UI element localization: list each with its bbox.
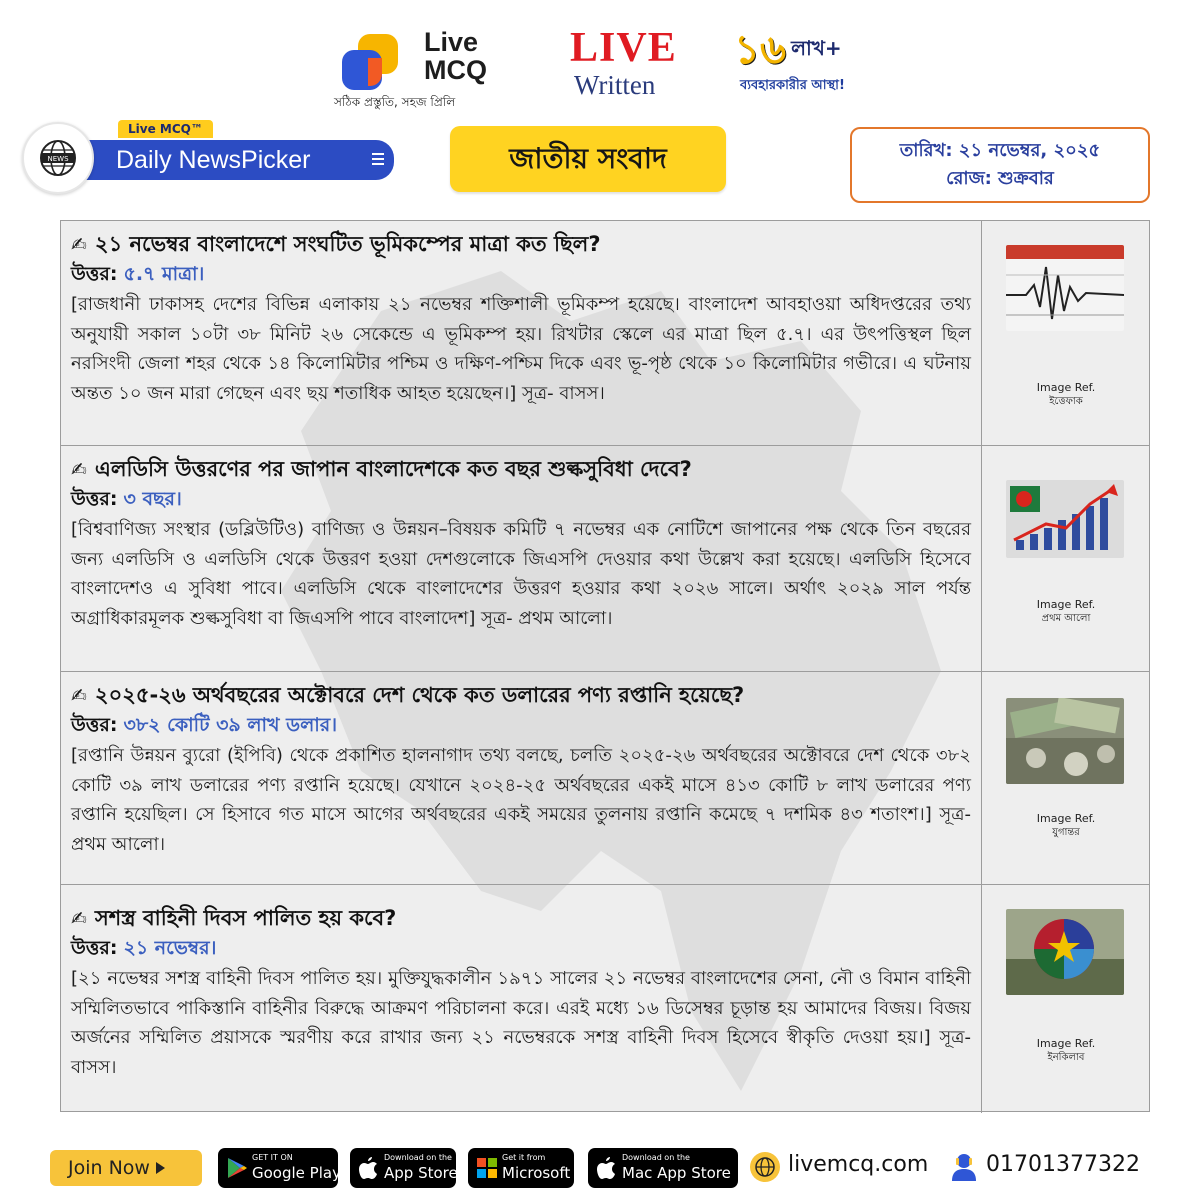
qa-row-2: [61, 446, 1149, 672]
question-3: ✍ ২০২৫-২৬ অর্থবছরের অক্টোবরে দেশ থেকে কত ডলারের পণ্য রপ্তানি হয়েছে?: [71, 683, 745, 707]
description-1: [রাজধানী ঢাকাসহ দেশের বিভিন্ন এলাকায় ২১ নভেম্বর শক্তিশালী ভূমিকম্প হয়েছে। বাংলাদেশ আবহাওয়া অধিদপ্তরের তথ্য অনুযায়ী সকাল ১০টা ৩৮ মিনিট ২৬ সেকেন্ডে এ ভূমিকম্প হয়। রিখটার স্কেলে এর মাত্রা ছিল ৫.৭। এর উৎপত্তিস্থল ছিল নরসিংদী জেলা শহর থেকে ১৪ কিলোমিটার পশ্চিম ও দক্ষিণ-পশ্চিম দিকে এবং ভূ-পৃষ্ঠ থেকে ১০ কিলোমিটার গভীরে। এ ঘটনায় অন্তত ১০ জন মারা গেছেন এবং ছয় শতাধিক আহত হয়েছেন।] সূত্র- বাসস।: [71, 294, 971, 404]
apple-icon: [596, 1156, 618, 1180]
date-line: তারিখ: ২১ নভেম্বর, ২০২৫: [899, 140, 1101, 161]
menu-lines-icon: [372, 153, 384, 168]
answer-4: উত্তর: ২১ নভেম্বর।: [71, 937, 217, 959]
description-2: [বিশ্ববাণিজ্য সংস্থার (ডব্লিউটিও) বাণিজ্য ও উন্নয়ন–বিষয়ক কমিটি ৭ নভেম্বর এক নোটিশে জাপানের পক্ষ থেকে তিন বছরের জন্য এলডিসি ও এলডিসি থেকে উত্তরণ হওয়া দেশগুলোকে জিএসপি দেওয়ার কথা উল্লেখ করা হয়েছে। এলডিসি হিসেবে বাংলাদেশও এ সুবিধা পাবে। এলডিসি থেকে বাংলাদেশের উত্তরণ হওয়ার কথা ২০২৬ সালে। অর্থাৎ ২০২৯ সাল পর্যন্ত অগ্রাধিকারমূলক শুল্কসুবিধা বা জিএসপি পাবে বাংলাদেশ] সূত্র- প্রথম আলো।: [71, 519, 971, 629]
microsoft-store-button[interactable]: Get it from Microsoft: [468, 1148, 574, 1188]
newspicker-tm-label: Live MCQ™: [118, 120, 213, 138]
image-ref-1: Image Ref. ইত্তেফাক: [1036, 381, 1096, 407]
apple-icon: [358, 1156, 380, 1180]
question-4: ✍ সশস্ত্র বাহিনী দিবস পালিত হয় কবে?: [71, 906, 397, 930]
daily-newspicker-badge: [22, 120, 382, 196]
answer-1: উত্তর: ৫.৭ মাত্রা।: [71, 263, 205, 285]
mac-app-store-button[interactable]: Download on the Mac App Store: [588, 1148, 738, 1188]
google-play-button[interactable]: GET IT ON Google Play: [218, 1148, 338, 1188]
description-3: [রপ্তানি উন্নয়ন ব্যুরো (ইপিবি) থেকে প্রকাশিত হালনাগাদ তথ্য বলছে, চলতি ২০২৫-২৬ অর্থবছরের অক্টোবরে দেশ থেকে ৩৮২ কোটি ৩৯ লাখ ডলারের পণ্য রপ্তানি হয়েছে। যেখানে ২০২৪-২৫ অর্থবছরের একই মাসে ৪১৩ কোটি ৮ লাখ ডলারের পণ্য রপ্তানি হয়েছিল। সে হিসাবে গত মাসে আগের অর্থবছরের একই সময়ের তুলনায় রপ্তানি কমেছে ৭ দশমিক ৪৩ শতাংশ।] সূত্র- প্রথম আলো।: [71, 745, 971, 855]
newspicker-title-bar: [82, 140, 394, 180]
livemcq-logo-icon: [338, 32, 412, 94]
image-ref-4: Image Ref. ইনকিলাব: [1036, 1037, 1096, 1063]
microsoft-icon: [476, 1156, 498, 1180]
date-box: [850, 127, 1150, 203]
answer-2: উত্তর: ৩ বছর।: [71, 488, 182, 510]
qa-table: [60, 220, 1150, 1112]
writing-hand-icon: ✍: [71, 234, 87, 256]
globe-icon: [750, 1152, 780, 1182]
image-ref-3: Image Ref. যুগান্তর: [1036, 812, 1096, 838]
live-written-logo: [570, 25, 677, 108]
day-line: রোজ: শুক্রবার: [946, 168, 1054, 189]
description-4: [২১ নভেম্বর সশস্ত্র বাহিনী দিবস পালিত হয়। মুক্তিযুদ্ধকালীন ১৯৭১ সালের ২১ নভেম্বর বাংলাদেশের সেনা, নৌ ও বিমান বাহিনী সম্মিলিতভাবে পাকিস্তানি বাহিনীর বিরুদ্ধে আক্রমণ পরিচালনা করে। এরই মধ্যে ১৬ ডিসেম্বর চূড়ান্ত হয় আমাদের বিজয়। বিজয় অর্জনের সম্মিলিত প্রয়াসকে স্মরণীয় করে রাখার জন্য ২১ নভেম্বরকে সশস্ত্র বাহিনী দিবস হিসেবে স্বীকৃতি দেওয়া হয়।] সূত্র- বাসস।: [71, 968, 971, 1078]
play-arrow-icon: [156, 1162, 165, 1174]
seismograph-image: [1006, 245, 1124, 331]
qa-row-4: [61, 885, 1149, 1113]
question-1: ✍ ২১ নভেম্বর বাংলাদেশে সংঘটিত ভূমিকম্পের মাত্রা কত ছিল?: [71, 232, 601, 256]
livemcq-logo: [332, 24, 512, 114]
newspicker-title: Daily NewsPicker: [116, 146, 311, 174]
users-trust: ব্যবহারকারীর আস্থা!: [740, 78, 845, 93]
users-number: ১৬: [734, 27, 786, 73]
app-store-button[interactable]: Download on the App Store: [350, 1148, 456, 1188]
writing-hand-icon: ✍: [71, 459, 87, 481]
news-globe-icon: [22, 122, 94, 194]
users-suffix: লাখ+: [791, 36, 842, 60]
dollars-image: [1006, 698, 1124, 784]
written-label: Written: [574, 70, 656, 100]
live-label: LIVE: [570, 25, 677, 71]
writing-hand-icon: ✍: [71, 908, 87, 930]
website-link[interactable]: livemcq.com: [750, 1152, 928, 1177]
answer-3: উত্তর: ৩৮২ কোটি ৩৯ লাখ ডলার।: [71, 714, 338, 736]
phone-contact[interactable]: 01701377322: [950, 1152, 1140, 1177]
footer: [50, 1146, 1150, 1190]
person-icon: [950, 1152, 978, 1182]
image-ref-2: Image Ref. প্রথম আলো: [1036, 598, 1096, 624]
brand-tagline: সঠিক প্রস্তুতি, সহজ প্রিলি: [334, 95, 456, 109]
qa-row-1: [61, 221, 1149, 446]
writing-hand-icon: ✍: [71, 685, 87, 707]
google-play-icon: [226, 1156, 248, 1180]
globe-news-text: NEWS: [47, 155, 69, 163]
brand-name: Live MCQ: [424, 27, 487, 85]
join-now-button[interactable]: Join Now: [50, 1150, 202, 1186]
users-count-badge: [734, 28, 914, 108]
qa-row-3: [61, 672, 1149, 885]
question-2: ✍ এলডিসি উত্তরণের পর জাপান বাংলাদেশকে কত বছর শুল্কসুবিধা দেবে?: [71, 457, 692, 481]
growth-chart-image: [1006, 480, 1124, 558]
armed-forces-image: [1006, 909, 1124, 995]
section-title: জাতীয় সংবাদ: [450, 126, 726, 192]
